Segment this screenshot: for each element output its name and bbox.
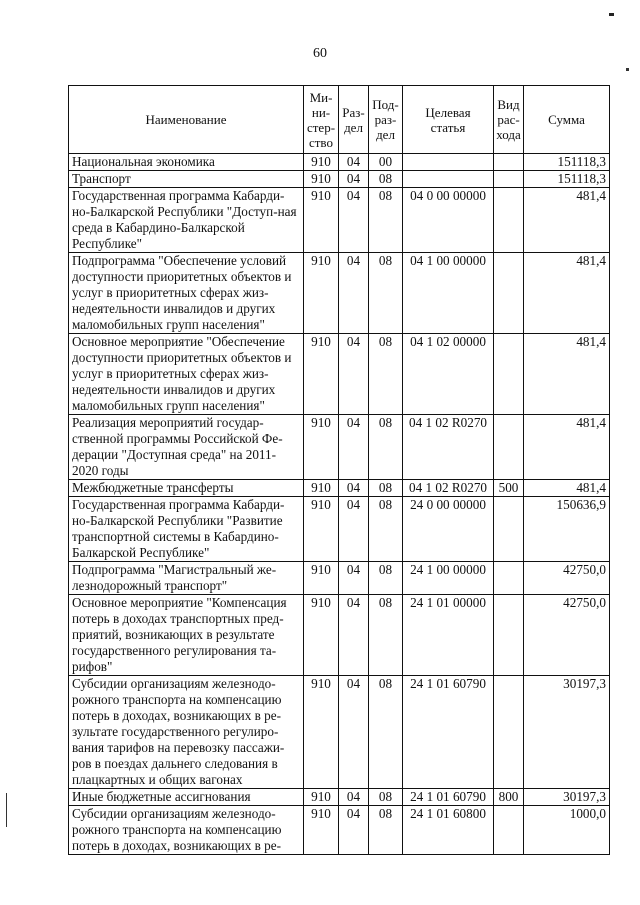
cell-target: 04 1 02 R0270	[403, 415, 494, 480]
cell-ministry: 910	[304, 562, 339, 595]
cell-target: 24 0 00 00000	[403, 497, 494, 562]
cell-amount: 42750,0	[524, 562, 610, 595]
table-row	[69, 497, 610, 562]
cell-name: Основное мероприятие "Компенсация потерь в доходах транспортных пред-приятий, возникающих в результате государственного регулирования та-рифов"	[69, 595, 304, 676]
table-row	[69, 334, 610, 415]
cell-name: Субсидии организациям железнодо-рожного транспорта на компенсацию потерь в доходах, возникающих в ре-зультате государственного регулиро-вания тарифов на перевозку пассажи-ров в поездах дальнего следования в плацкартных и общих вагонах	[69, 676, 304, 789]
cell-amount: 151118,3	[524, 171, 610, 188]
cell-name: Подпрограмма "Обеспечение условий доступности приоритетных объектов и услуг в приоритетных сферах жиз-недеятельности инвалидов и других маломобильных групп населения"	[69, 253, 304, 334]
cell-amount: 481,4	[524, 334, 610, 415]
cell-ministry: 910	[304, 334, 339, 415]
header-section: Раз- дел	[339, 86, 369, 154]
cell-name: Реализация мероприятий государ-ственной программы Российской Фе-дерации "Доступная среда" на 2011-2020 годы	[69, 415, 304, 480]
cell-subsection: 08	[369, 595, 403, 676]
header-amount: Сумма	[524, 86, 610, 154]
cell-name: Государственная программа Кабарди-но-Балкарской Республики "Развитие транспортной системы в Кабардино-Балкарской Республике"	[69, 497, 304, 562]
cell-ministry: 910	[304, 154, 339, 171]
cell-section: 04	[339, 676, 369, 789]
cell-name: Национальная экономика	[69, 154, 304, 171]
cell-amount: 1000,0	[524, 806, 610, 855]
header-name: Наименование	[69, 86, 304, 154]
cell-subsection: 08	[369, 789, 403, 806]
cell-amount: 150636,9	[524, 497, 610, 562]
cell-ministry: 910	[304, 806, 339, 855]
cell-section: 04	[339, 497, 369, 562]
cell-expense-type: 800	[494, 789, 524, 806]
cell-name: Субсидии организациям железнодо-рожного транспорта на компенсацию потерь в доходах, возникающих в ре-	[69, 806, 304, 855]
table-row	[69, 154, 610, 171]
header-expense-type: Вид рас- хода	[494, 86, 524, 154]
cell-ministry: 910	[304, 253, 339, 334]
cell-ministry: 910	[304, 595, 339, 676]
cell-expense-type	[494, 253, 524, 334]
cell-amount: 481,4	[524, 480, 610, 497]
cell-subsection: 08	[369, 188, 403, 253]
cell-target: 24 1 01 00000	[403, 595, 494, 676]
cell-expense-type	[494, 562, 524, 595]
cell-subsection: 00	[369, 154, 403, 171]
header-target: Целевая статья	[403, 86, 494, 154]
cell-name: Государственная программа Кабарди-но-Балкарской Республики "Доступ-ная среда в Кабардино-Балкарской Республике"	[69, 188, 304, 253]
table-row	[69, 253, 610, 334]
cell-section: 04	[339, 154, 369, 171]
cell-expense-type: 500	[494, 480, 524, 497]
cell-amount: 151118,3	[524, 154, 610, 171]
cell-ministry: 910	[304, 497, 339, 562]
scan-mark	[609, 13, 614, 16]
cell-expense-type	[494, 188, 524, 253]
cell-section: 04	[339, 253, 369, 334]
cell-section: 04	[339, 595, 369, 676]
cell-expense-type	[494, 334, 524, 415]
cell-subsection: 08	[369, 480, 403, 497]
cell-name: Подпрограмма "Магистральный же-лезнодорожный транспорт"	[69, 562, 304, 595]
cell-target: 04 0 00 00000	[403, 188, 494, 253]
scan-mark	[626, 68, 629, 71]
cell-ministry: 910	[304, 676, 339, 789]
cell-target: 24 1 01 60790	[403, 676, 494, 789]
cell-subsection: 08	[369, 676, 403, 789]
table-row	[69, 415, 610, 480]
cell-amount: 481,4	[524, 188, 610, 253]
table-row	[69, 562, 610, 595]
cell-section: 04	[339, 171, 369, 188]
scan-mark	[6, 793, 7, 827]
cell-subsection: 08	[369, 334, 403, 415]
cell-subsection: 08	[369, 497, 403, 562]
table-row	[69, 595, 610, 676]
cell-expense-type	[494, 806, 524, 855]
cell-section: 04	[339, 806, 369, 855]
cell-expense-type	[494, 497, 524, 562]
cell-target: 04 1 02 R0270	[403, 480, 494, 497]
cell-section: 04	[339, 480, 369, 497]
cell-target: 24 1 01 60800	[403, 806, 494, 855]
cell-expense-type	[494, 595, 524, 676]
cell-expense-type	[494, 415, 524, 480]
table-row	[69, 188, 610, 253]
cell-expense-type	[494, 676, 524, 789]
cell-amount: 481,4	[524, 415, 610, 480]
cell-section: 04	[339, 789, 369, 806]
cell-expense-type	[494, 154, 524, 171]
cell-name: Основное мероприятие "Обеспечение доступности приоритетных объектов и услуг в приоритетных сферах жиз-недеятельности инвалидов и других маломобильных групп населения"	[69, 334, 304, 415]
cell-name: Межбюджетные трансферты	[69, 480, 304, 497]
table-row	[69, 789, 610, 806]
cell-target	[403, 171, 494, 188]
cell-target: 04 1 00 00000	[403, 253, 494, 334]
cell-target: 04 1 02 00000	[403, 334, 494, 415]
cell-name: Иные бюджетные ассигнования	[69, 789, 304, 806]
table-row	[69, 480, 610, 497]
cell-ministry: 910	[304, 188, 339, 253]
table-header-row	[69, 86, 610, 154]
cell-amount: 30197,3	[524, 676, 610, 789]
cell-target: 24 1 01 60790	[403, 789, 494, 806]
cell-ministry: 910	[304, 480, 339, 497]
cell-ministry: 910	[304, 171, 339, 188]
cell-subsection: 08	[369, 806, 403, 855]
cell-subsection: 08	[369, 562, 403, 595]
table-row	[69, 806, 610, 855]
cell-subsection: 08	[369, 415, 403, 480]
cell-expense-type	[494, 171, 524, 188]
cell-subsection: 08	[369, 171, 403, 188]
cell-name: Транспорт	[69, 171, 304, 188]
cell-amount: 42750,0	[524, 595, 610, 676]
cell-ministry: 910	[304, 415, 339, 480]
cell-amount: 30197,3	[524, 789, 610, 806]
cell-ministry: 910	[304, 789, 339, 806]
cell-target: 24 1 00 00000	[403, 562, 494, 595]
cell-section: 04	[339, 334, 369, 415]
cell-section: 04	[339, 562, 369, 595]
budget-table	[68, 85, 610, 855]
header-subsection: Под- раз- дел	[369, 86, 403, 154]
table-row	[69, 171, 610, 188]
table-row	[69, 676, 610, 789]
cell-section: 04	[339, 188, 369, 253]
header-ministry: Ми- ни- стер- ство	[304, 86, 339, 154]
cell-amount: 481,4	[524, 253, 610, 334]
cell-section: 04	[339, 415, 369, 480]
cell-subsection: 08	[369, 253, 403, 334]
page-number: 60	[313, 46, 327, 61]
cell-target	[403, 154, 494, 171]
